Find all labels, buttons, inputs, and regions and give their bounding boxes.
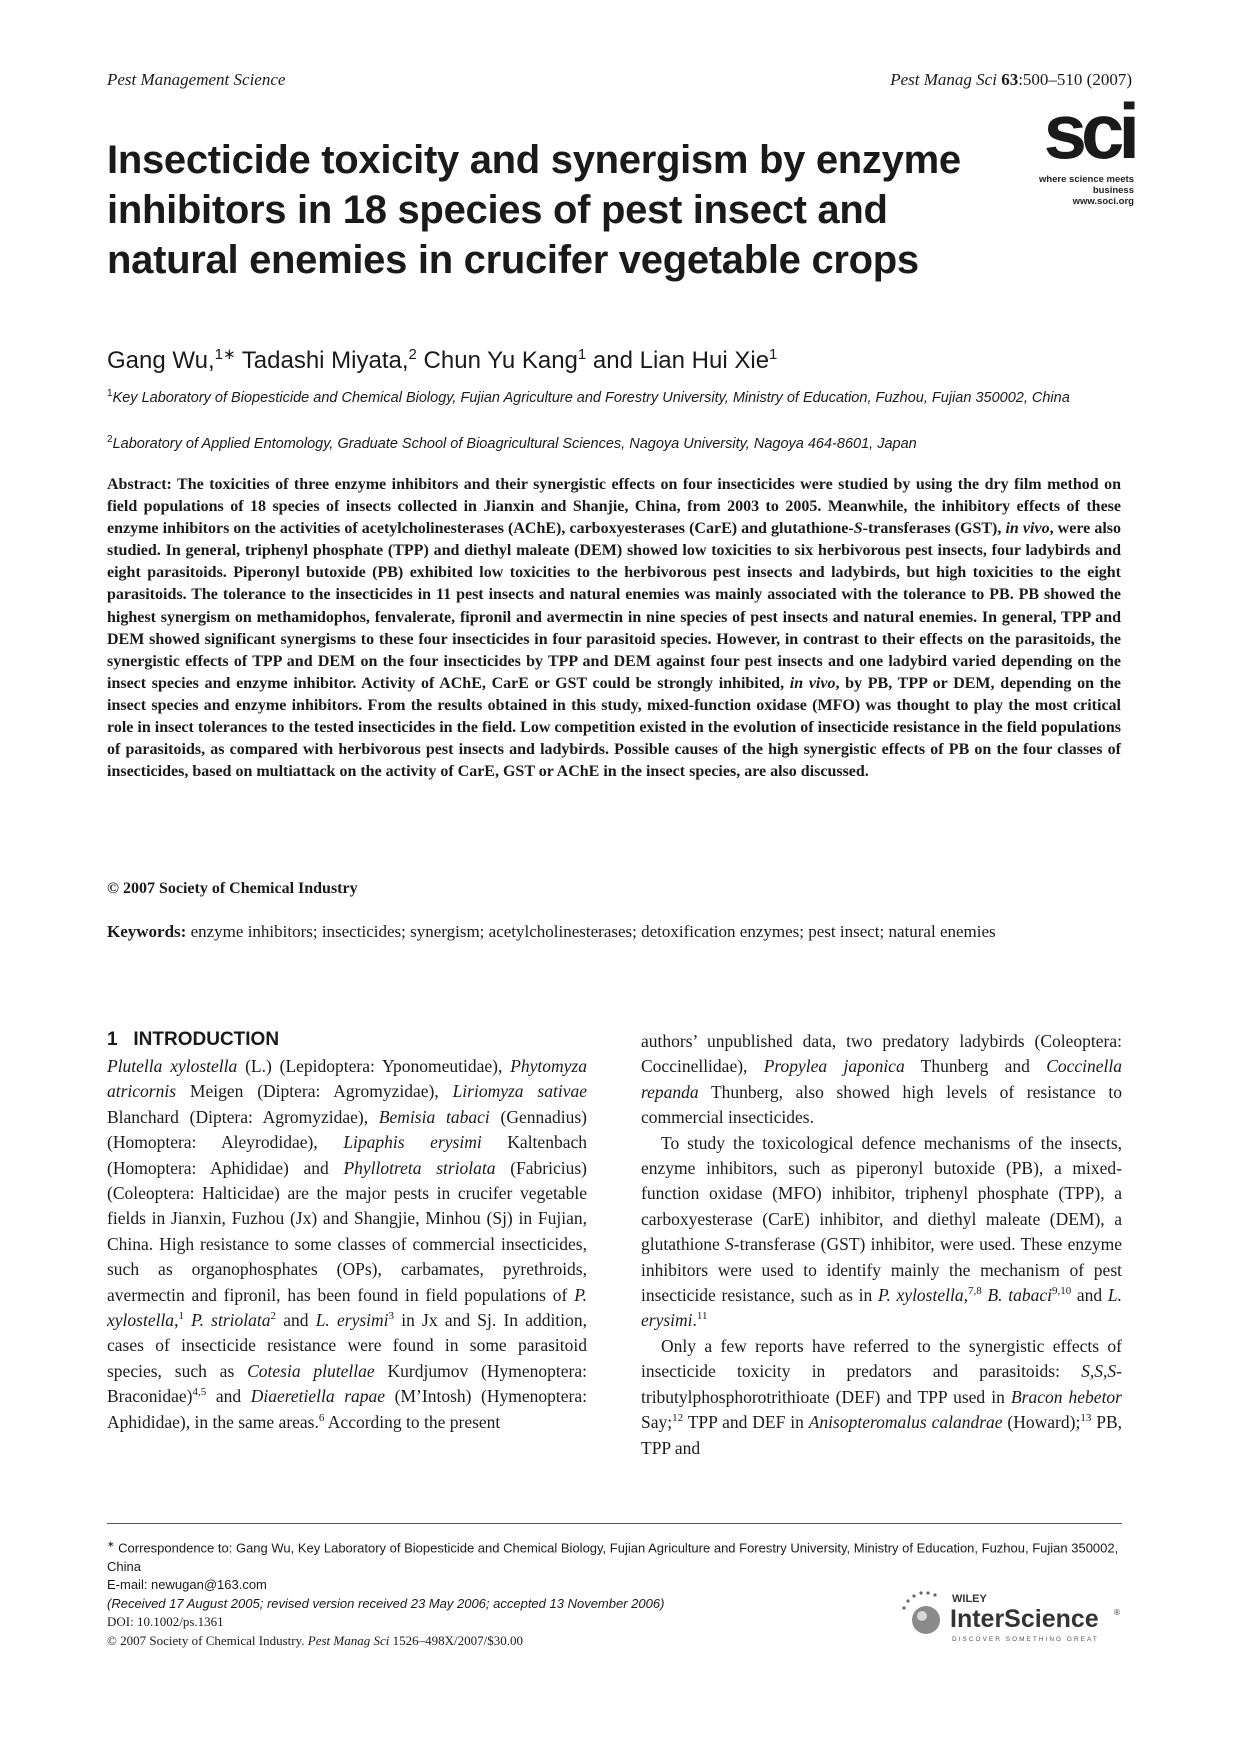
sci-logo-tagline xyxy=(1000,174,1134,207)
running-header-journal: Pest Management Science xyxy=(107,70,286,89)
correspondence-mark: ∗ xyxy=(107,1539,115,1549)
reference-number: 9,10 xyxy=(1051,1285,1072,1298)
keywords xyxy=(107,920,1121,944)
doi: DOI: 10.1002/ps.1361 xyxy=(107,1614,224,1630)
author-1-sup: 1∗ xyxy=(214,346,236,363)
author-2-sup: 2 xyxy=(408,346,417,363)
reference-number: 2 xyxy=(270,1310,276,1323)
correspondence xyxy=(107,1535,1122,1576)
reference-number: 3 xyxy=(388,1310,395,1323)
intro-paragraph-1-cont xyxy=(641,1029,1122,1131)
affiliation-1 xyxy=(107,383,1127,409)
author-1: Gang Wu, xyxy=(107,347,215,374)
italic-s: S xyxy=(725,1234,734,1255)
body-text: Meigen (Diptera: Agromyzidae), xyxy=(176,1081,453,1102)
species-name: Diaeretiella rapae xyxy=(250,1386,386,1407)
wiley-interscience-logo xyxy=(900,1587,1125,1647)
footer-copyright-journal: Pest Manag Sci xyxy=(307,1633,390,1648)
body-text: Kaltenbach (Homoptera: Aphididae) and xyxy=(107,1132,587,1178)
body-text: -transferase (GST) inhibitor, were used. These enzyme inhibitors were used to identify mainly the mechanism of pest insecticide resistance, such as in xyxy=(641,1234,1122,1306)
species-name: L. erysimi xyxy=(641,1285,1122,1331)
species-name: Phytomyza atricornis xyxy=(107,1056,587,1102)
footer-copyright xyxy=(107,1633,523,1649)
received-dates: (Received 17 August 2005; revised version received 23 May 2006; accepted 13 November 2006) xyxy=(107,1595,665,1611)
body-text: (Gennadius) (Homoptera: Aleyrodidae), xyxy=(107,1106,587,1153)
body-text: Blanchard (Diptera: Agromyzidae), xyxy=(107,1106,379,1127)
footnote-rule xyxy=(107,1523,1122,1524)
section-heading-introduction: 1 INTRODUCTION xyxy=(107,1029,280,1050)
intro-column-2 xyxy=(641,1029,1122,1461)
footer-copyright-a: © 2007 Society of Chemical Industry. xyxy=(107,1633,308,1648)
body-text: Kurdjumov (Hymenoptera: Braconidae) xyxy=(107,1360,587,1407)
registered-mark: ® xyxy=(1114,1608,1120,1617)
abstract-in-vivo-2: in vivo xyxy=(789,674,836,692)
reference-number: 7,8 xyxy=(967,1285,982,1298)
species-name: Bracon hebetor xyxy=(1010,1386,1122,1407)
affiliation-2-text: Laboratory of Applied Entomology, Graduate School of Bioagricultural Sciences, Nagoya University, Nagoya 464-8601, Japan xyxy=(112,435,917,452)
body-text: (L.) (Lepidoptera: Yponomeutidae), xyxy=(237,1056,511,1076)
species-name: Anisopteromalus calandrae xyxy=(808,1412,1003,1433)
author-list xyxy=(107,345,777,375)
body-text: and xyxy=(206,1386,251,1407)
species-name: Phyllotreta striolata xyxy=(343,1157,496,1178)
sci-logo-text: SCI xyxy=(1043,96,1134,175)
body-text: in Jx and Sj. In addition, cases of insecticide resistance were found in some parasitoid species, such as xyxy=(107,1310,587,1381)
interscience-name: InterScience xyxy=(950,1605,1099,1633)
body-text: -tributylphosphorotrithioate (DEF) and TPP used in xyxy=(641,1361,1122,1407)
reference-number: 6 xyxy=(318,1411,325,1424)
body-text: (M’Intosh) (Hymenoptera: Aphididae), in the same areas. xyxy=(107,1386,587,1432)
footer-copyright-issn: 1526–498X/2007/$30.00 xyxy=(389,1633,523,1648)
author-3-sup: 1 xyxy=(577,346,587,363)
abstract-s: S xyxy=(853,520,863,538)
body-text: and xyxy=(276,1310,316,1331)
correspondence-text: Correspondence to: Gang Wu, Key Laboratory of Biopesticide and Chemical Biology, Fujian Agriculture and Forestry University, Ministry of Education, Fuzhou, Fujian 350002, China xyxy=(107,1540,1119,1574)
email: E-mail: newugan@163.com xyxy=(107,1577,267,1593)
body-text: Thunberg, also showed high levels of resistance to commercial insecticides. xyxy=(641,1081,1122,1128)
body-text: (Fabricius) (Coleoptera: Halticidae) are the major pests in crucifer vegetable fields in Jianxin, Fuzhou (Jx) and Shangjie, Minhou (Sj) in Fujian, China. High resistance to some classes of commercial insecticides, such as organophosphates (OPs), carbamates, pyrethroids, avermectin and fipronil, has been found in field populations of xyxy=(107,1157,587,1305)
globe-icon xyxy=(902,1591,940,1634)
citation-volume: 63 xyxy=(1001,70,1019,89)
sci-url: www.soci.org xyxy=(1072,196,1134,207)
keywords-label: Keywords: xyxy=(107,922,187,941)
sci-tagline: where science meets business xyxy=(1038,174,1134,196)
body-text: authors’ unpublished data, two predatory ladybirds (Coleoptera: Coccinellidae), xyxy=(641,1031,1122,1077)
abstract-text-2: -transferases (GST), xyxy=(862,520,1006,538)
author-4: and Lian Hui Xie xyxy=(586,347,770,374)
wiley-brand: WILEY xyxy=(952,1593,987,1605)
abstract-text-1: The toxicities of three enzyme inhibitors and their synergistic effects on four insecticides were studied by using the dry film method on field populations of 18 species of insects collected in Jianxin and Shanjie, China, from 2003 to 2005. Meanwhile, the inhibitory effects of these enzyme inhibitors on the activities of acetylcholinesterases (AChE), carboxyesterases (CarE) and glutathione- xyxy=(107,476,1121,538)
wiley-tagline: DISCOVER SOMETHING GREAT xyxy=(952,1636,1099,1643)
species-name: Bemisia tabaci xyxy=(378,1106,490,1127)
intro-paragraph-3 xyxy=(641,1334,1122,1461)
abstract-text-3: , were also studied. In general, triphenyl phosphate (TPP) and diethyl maleate (DEM) showed low toxicities to six herbivorous pest insects, four ladybirds and eight parasitoids. Piperonyl butoxide (PB) exhibited low toxicities to the herbivorous pest insects and ladybirds, but high toxicities to the eight parasitoids. The tolerance to the insecticides in 11 pest insects and natural enemies was mainly associated with the tolerance to PB. PB showed the highest synergism on methamidophos, fenvalerate, fipronil and avermectin in nine species of pest insects and natural enemies. In general, TPP and DEM showed significant synergisms to these four insecticides in four parasitoid species. However, in contrast to their effects on the parasitoids, the synergistic effects of TPP and DEM on the four insecticides by TPP and DEM against four pest insects and one ladybird varied depending on the insect species and enzyme inhibitor. Activity of AChE, CarE or GST could be strongly inhibited, xyxy=(107,520,1122,692)
abstract xyxy=(107,474,1121,783)
species-name: Cotesia plutellae xyxy=(247,1360,375,1381)
species-name: Lipaphis erysimi xyxy=(343,1132,482,1153)
intro-column-1 xyxy=(107,1054,587,1435)
body-text: According to the present xyxy=(324,1411,501,1432)
abstract-copyright: © 2007 Society of Chemical Industry xyxy=(107,880,358,897)
author-3: Chun Yu Kang xyxy=(416,347,578,374)
affiliation-1-text: Key Laboratory of Biopesticide and Chemical Biology, Fujian Agriculture and Forestry University, Ministry of Education, Fuzhou, Fujian 350002, China xyxy=(112,389,1070,406)
reference-number: 1 xyxy=(178,1310,184,1323)
abstract-label: Abstract: xyxy=(107,476,172,493)
reference-number: 13 xyxy=(1080,1412,1092,1425)
citation-pages: :500–510 (2007) xyxy=(1018,70,1132,89)
body-text: PB, TPP and xyxy=(641,1412,1122,1458)
author-4-sup: 1 xyxy=(769,346,778,363)
species-name: P. striolata xyxy=(191,1310,271,1331)
reference-number: 12 xyxy=(672,1412,684,1425)
species-name: L. erysimi xyxy=(315,1310,389,1331)
species-name: Liriomyza sativae xyxy=(452,1081,587,1102)
body-text: Say; xyxy=(641,1412,673,1433)
body-text: Thunberg and xyxy=(904,1056,1047,1077)
species-name: P. xylostella xyxy=(878,1285,964,1306)
abstract-text-4: , by PB, TPP or DEM, depending on the insect species and enzyme inhibitors. From the results obtained in this study, mixed-function oxidase (MFO) was thought to play the most critical role in insect tolerances to the tested insecticides in the field. Low competition existed in the evolution of insecticide resistance in the field populations of parasitoids, as compared with herbivorous pest insects and ladybirds. Possible causes of the high synergistic effects of PB on the four classes of insecticides, based on multiattack on the activity of CarE, GST or AChE in the insect species, are also discussed. xyxy=(107,674,1121,781)
reference-number: 4,5 xyxy=(192,1386,207,1399)
body-text: (Howard); xyxy=(1002,1412,1081,1433)
affiliation-1-number: 1 xyxy=(107,388,113,399)
intro-paragraph-1: Plutella xylostella (L.) (Lepidoptera: Yponomeutidae), Phytomyza atricornis Meigen (Diptera: Agromyzidae), Liriomyza sativae Blanchard (Diptera: Agromyzidae), Bemisia tabaci (Gennadius) (Homoptera: Aleyrodidae), Lipaphis erysimi Kaltenbach (Homoptera: Aphididae) and Phyllotreta striolata (Fabricius) (Coleoptera: Halticidae) are the major pests in crucifer vegetable fields in Jianxin, Fuzhou (Jx) and Shangjie, Minhou (Sj) in Fujian, China. High resistance to some classes of commercial insecticides, such as organophosphates (OPs), carbamates, pyrethroids, avermectin and fipronil, has been found in field populations of P. xylostella,$^1$ P. striolata$^2$ and L. erysimi$^3$ in Jx and Sj. In addition, cases of insecticide resistance were found in some parasitoid species, such as Cotesia plutellae Kurdjumov (Hymenoptera: Braconidae)$^{4,5}$ and Diaeretiella rapae (M’Intosh) (Hymenoptera: Aphididae), in the same areas.$^6$ According to the present xyxy=(107,1056,587,1432)
species-name: P. xylostella xyxy=(107,1284,587,1331)
author-2: Tadashi Miyata, xyxy=(235,347,409,374)
keywords-text: enzyme inhibitors; insecticides; synergism; acetylcholinesterases; detoxification enzymes; pest insect; natural enemies xyxy=(186,922,996,941)
article-title: Insecticide toxicity and synergism by enzyme inhibitors in 18 species of pest insect and natural enemies in crucifer vegetable crops xyxy=(107,138,961,282)
citation-prefix: Pest Manag Sci xyxy=(890,70,1002,89)
body-text: TPP and DEF in xyxy=(683,1412,809,1433)
body-text: To study the toxicological defence mechanisms of the insects, enzyme inhibitors, such as piperonyl butoxide (PB), a mixed-function oxidase (MFO) inhibitor, triphenyl phosphate (TPP), a carboxyesterase (CarE) inhibitor, and diethyl maleate (DEM), a glutathione xyxy=(641,1132,1122,1255)
affiliation-2-number: 2 xyxy=(107,434,113,445)
body-text: and xyxy=(1071,1285,1108,1306)
intro-paragraph-2: To study the toxicological defence mechanisms of the insects, enzyme inhibitors, such as piperonyl butoxide (PB), a mixed-function oxidase (MFO) inhibitor, triphenyl phosphate (TPP), a carboxyesterase (CarE) inhibitor, and diethyl maleate (DEM), a glutathione S-transferase (GST) inhibitor, were used. These enzyme inhibitors were used to identify mainly the mechanism of pest insecticide resistance, such as in P. xylostella,$^{7,8}$ B. tabaci$^{9,10}$ and L. erysimi.$^{11}$ xyxy=(641,1132,1122,1331)
affiliation-2 xyxy=(107,429,1127,455)
body-text: Only a few reports have referred to the synergistic effects of insecticide toxicity in predators and parasitoids: xyxy=(641,1335,1122,1382)
species-name: Coccinella repanda xyxy=(641,1056,1122,1102)
species-name: Plutella xylostella xyxy=(107,1056,238,1076)
abstract-in-vivo-1: in vivo xyxy=(1005,520,1050,538)
species-name: B. tabaci xyxy=(987,1285,1052,1306)
species-name: Propylea japonica xyxy=(763,1056,905,1077)
running-header-citation xyxy=(820,70,1132,90)
body-text: . xyxy=(692,1310,697,1331)
reference-number: 11 xyxy=(696,1310,708,1323)
italic-sss: S,S,S xyxy=(1081,1361,1117,1382)
